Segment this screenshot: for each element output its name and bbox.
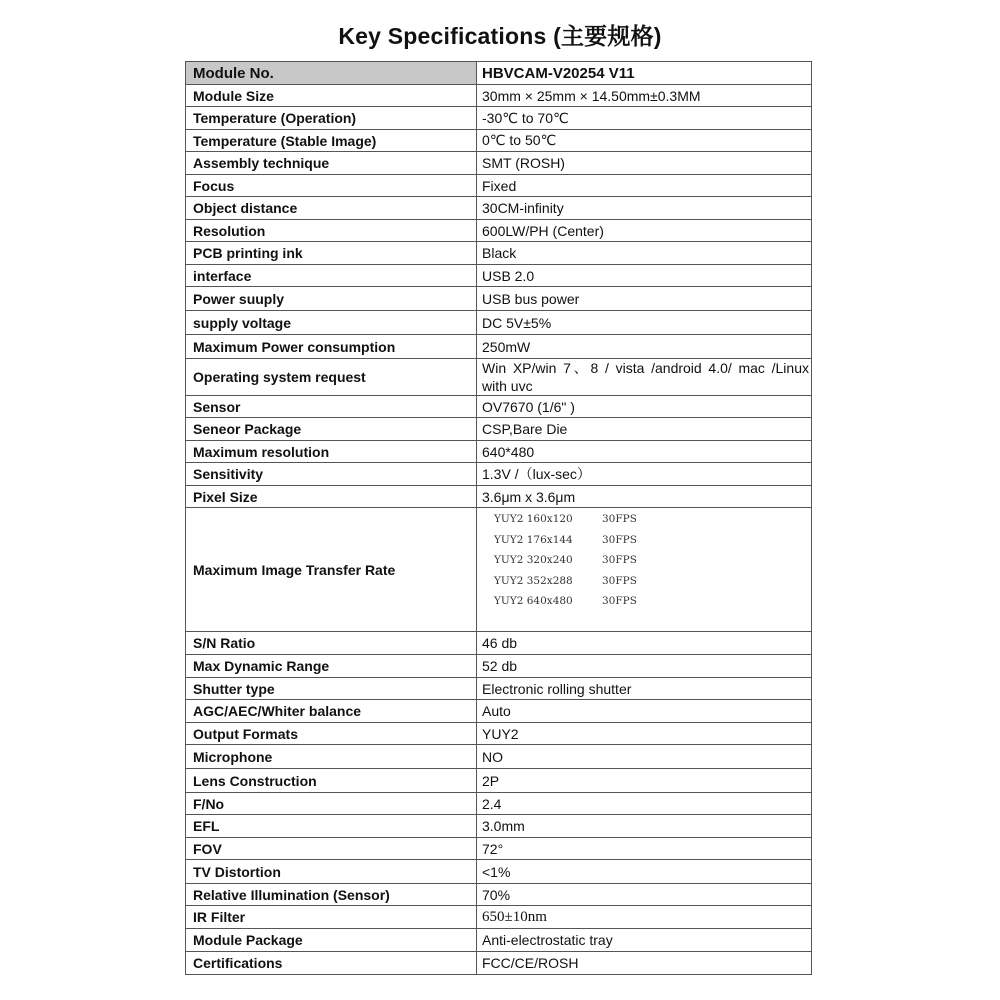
spec-label: TV Distortion xyxy=(186,860,477,884)
table-row xyxy=(186,130,812,152)
spec-value: DC 5V±5% xyxy=(477,311,812,335)
spec-label: S/N Ratio xyxy=(186,632,477,655)
spec-value: 600LW/PH (Center) xyxy=(477,220,812,242)
spec-label: AGC/AEC/Whiter balance xyxy=(186,700,477,723)
spec-value-text: 650±10nm xyxy=(482,909,547,925)
table-row xyxy=(186,700,812,723)
spec-value: USB bus power xyxy=(477,287,812,311)
spec-label: Power suuply xyxy=(186,287,477,311)
table-row xyxy=(186,463,812,486)
spec-value: 2.4 xyxy=(477,793,812,815)
spec-label: Sensor xyxy=(186,396,477,418)
table-row xyxy=(186,906,812,929)
transfer-rate-row xyxy=(186,508,812,632)
spec-label: IR Filter xyxy=(186,906,477,929)
rate-format: YUY2 352x288 xyxy=(494,574,573,587)
table-row xyxy=(186,220,812,242)
rate-format: YUY2 176x144 xyxy=(494,533,573,546)
table-row xyxy=(186,655,812,678)
table-row xyxy=(186,860,812,884)
spec-label: Focus xyxy=(186,175,477,197)
table-row xyxy=(186,952,812,975)
table-row xyxy=(186,745,812,769)
table-row xyxy=(186,486,812,508)
page-title: Key Specifications (主要规格) xyxy=(338,23,662,49)
table-row xyxy=(186,197,812,220)
spec-value: SMT (ROSH) xyxy=(477,152,812,175)
spec-value: 640*480 xyxy=(477,441,812,463)
rate-format: YUY2 160x120 xyxy=(494,513,573,525)
list-item xyxy=(494,530,811,551)
spec-label: Maximum resolution xyxy=(186,441,477,463)
rate-fps: 30FPS xyxy=(602,574,637,587)
spec-label: Assembly technique xyxy=(186,152,477,175)
spec-label: EFL xyxy=(186,815,477,838)
table-row xyxy=(186,359,812,396)
spec-label: Sensitivity xyxy=(186,463,477,486)
spec-label: Temperature (Operation) xyxy=(186,107,477,130)
spec-label: F/No xyxy=(186,793,477,815)
table-row xyxy=(186,678,812,700)
table-row xyxy=(186,418,812,441)
spec-label: Maximum Power consumption xyxy=(186,335,477,359)
table-row xyxy=(186,815,812,838)
table-row xyxy=(186,884,812,906)
spec-value: 52 db xyxy=(477,655,812,678)
table-row xyxy=(186,242,812,265)
list-item xyxy=(494,571,811,592)
spec-value: 2P xyxy=(477,769,812,793)
table-row xyxy=(186,175,812,197)
spec-label: Operating system request xyxy=(186,359,477,396)
list-item xyxy=(494,550,811,571)
spec-value: Auto xyxy=(477,700,812,723)
rate-fps: 30FPS xyxy=(602,513,637,525)
table-row xyxy=(186,838,812,860)
spec-value: CSP,Bare Die xyxy=(477,418,812,441)
table-row xyxy=(186,632,812,655)
spec-label: Temperature (Stable Image) xyxy=(186,130,477,152)
spec-value: OV7670 (1/6" ) xyxy=(477,396,812,418)
spec-value: FCC/CE/ROSH xyxy=(477,952,812,975)
spec-value: -30℃ to 70℃ xyxy=(477,107,812,130)
spec-label: Object distance xyxy=(186,197,477,220)
spec-value: Fixed xyxy=(477,175,812,197)
spec-value: <1% xyxy=(477,860,812,884)
table-row xyxy=(186,107,812,130)
spec-value: YUY2 xyxy=(477,723,812,745)
spec-label: interface xyxy=(186,265,477,287)
spec-value: 46 db xyxy=(477,632,812,655)
spec-label: Module Package xyxy=(186,929,477,952)
spec-label: Certifications xyxy=(186,952,477,975)
spec-value: Win XP/win 7、8 / vista /android 4.0/ mac /Linux with uvc xyxy=(477,359,812,396)
spec-value: 30CM-infinity xyxy=(477,197,812,220)
table-row xyxy=(186,396,812,418)
rate-fps: 30FPS xyxy=(602,533,637,546)
spec-value: 3.6μm x 3.6μm xyxy=(477,486,812,508)
spec-value: NO xyxy=(477,745,812,769)
table-row xyxy=(186,441,812,463)
spec-value: USB 2.0 xyxy=(477,265,812,287)
spec-label: Pixel Size xyxy=(186,486,477,508)
table-row xyxy=(186,769,812,793)
spec-label: Module Size xyxy=(186,85,477,107)
rate-fps: 30FPS xyxy=(602,554,637,566)
spec-value: 1.3V /（lux-sec） xyxy=(477,463,812,486)
table-row xyxy=(186,311,812,335)
spec-label: Seneor Package xyxy=(186,418,477,441)
spec-label: supply voltage xyxy=(186,311,477,335)
spec-label: Max Dynamic Range xyxy=(186,655,477,678)
table-row xyxy=(186,929,812,952)
spec-label: Shutter type xyxy=(186,678,477,700)
table-row xyxy=(186,335,812,359)
spec-value: Electronic rolling shutter xyxy=(477,678,812,700)
spec-table xyxy=(185,61,812,975)
spec-label: FOV xyxy=(186,838,477,860)
table-header-row xyxy=(186,62,812,85)
table-row xyxy=(186,85,812,107)
spec-value: 250mW xyxy=(477,335,812,359)
spec-value: 0℃ to 50℃ xyxy=(477,130,812,152)
rate-format: YUY2 640x480 xyxy=(494,595,573,607)
spec-value: 3.0mm xyxy=(477,815,812,838)
transfer-rate-label: Maximum Image Transfer Rate xyxy=(186,508,477,632)
spec-value: 72° xyxy=(477,838,812,860)
transfer-rate-list xyxy=(482,509,811,612)
spec-value: 70% xyxy=(477,884,812,906)
spec-label: Microphone xyxy=(186,745,477,769)
module-no-value: HBVCAM-V20254 V11 xyxy=(477,62,812,85)
list-item xyxy=(494,591,811,612)
table-row xyxy=(186,152,812,175)
list-item xyxy=(494,509,811,530)
module-no-label: Module No. xyxy=(186,62,477,85)
spec-label: Resolution xyxy=(186,220,477,242)
spec-label: Output Formats xyxy=(186,723,477,745)
spec-label: Lens Construction xyxy=(186,769,477,793)
spec-label: PCB printing ink xyxy=(186,242,477,265)
spec-value xyxy=(477,906,812,929)
rate-format: YUY2 320x240 xyxy=(494,554,573,566)
table-row xyxy=(186,287,812,311)
spec-value: 30mm × 25mm × 14.50mm±0.3MM xyxy=(477,85,812,107)
table-row xyxy=(186,265,812,287)
spec-value: Black xyxy=(477,242,812,265)
table-row xyxy=(186,723,812,745)
transfer-rate-value xyxy=(477,508,812,632)
spec-value: Anti-electrostatic tray xyxy=(477,929,812,952)
spec-label: Relative Illumination (Sensor) xyxy=(186,884,477,906)
table-row xyxy=(186,793,812,815)
rate-fps: 30FPS xyxy=(602,595,637,607)
spec-table-body xyxy=(186,62,812,975)
